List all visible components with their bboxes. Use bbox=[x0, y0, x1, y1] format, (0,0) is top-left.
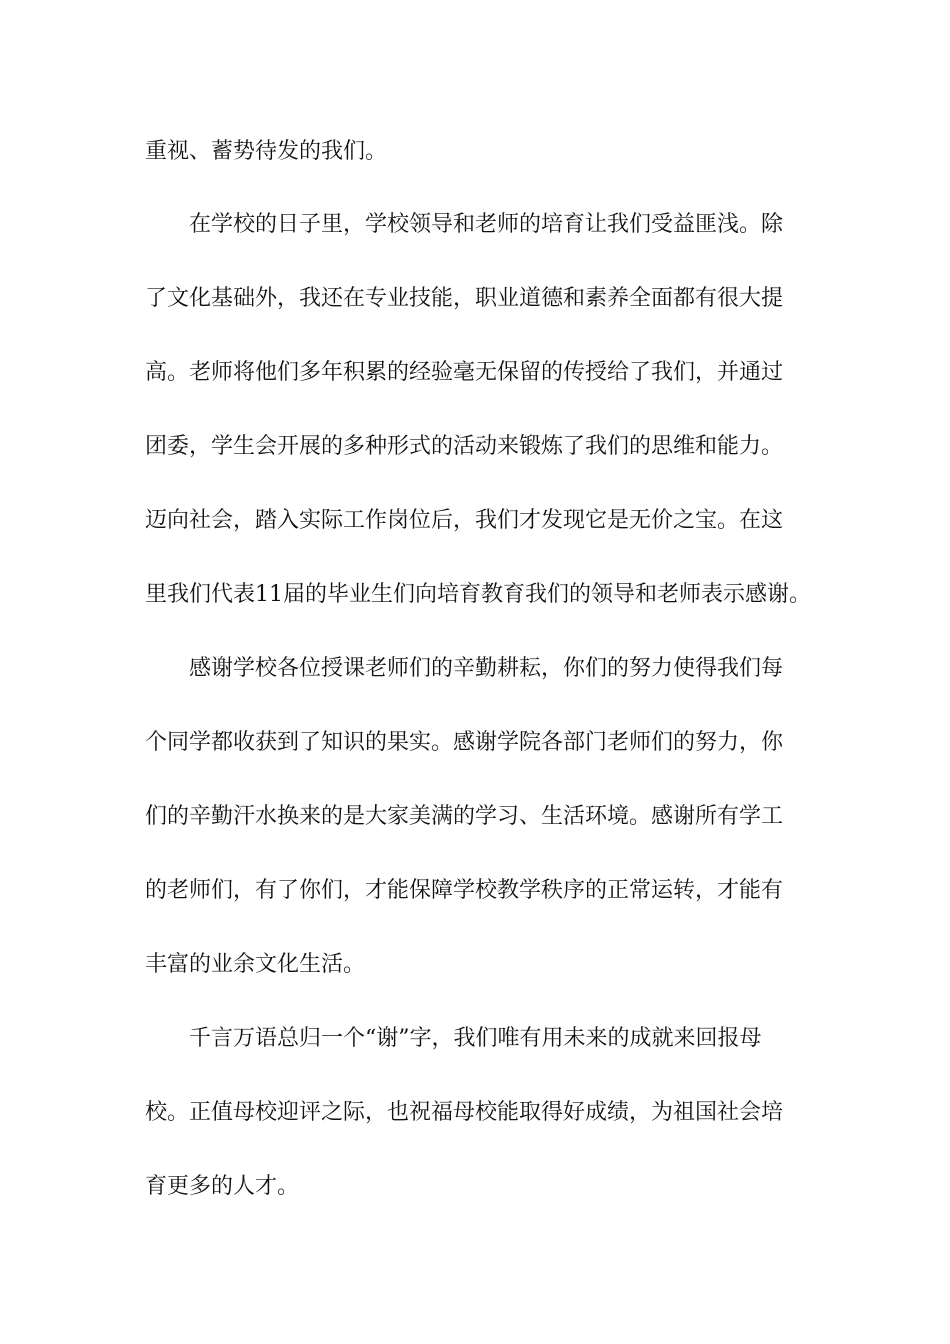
text-line: 高。老师将他们多年积累的经验毫无保留的传授给了我们，并通过 bbox=[145, 360, 784, 385]
text-line: 里我们代表11届的毕业生们向培育教育我们的领导和老师表示感谢。 bbox=[145, 582, 811, 607]
paragraph-start-line: 在学校的日子里，学校领导和老师的培育让我们受益匪浅。除 bbox=[189, 212, 784, 237]
text-line: 了文化基础外，我还在专业技能，职业道德和素养全面都有很大提 bbox=[145, 286, 784, 311]
paragraph-start-line: 千言万语总归一个“谢”字，我们唯有用未来的成就来回报母 bbox=[189, 1026, 762, 1051]
text-line: 重视、蓄势待发的我们。 bbox=[145, 139, 388, 164]
text-line: 的老师们，有了你们，才能保障学校教学秩序的正常运转，才能有 bbox=[145, 878, 784, 903]
text-line: 校。正值母校迎评之际，也祝福母校能取得好成绩，为祖国社会培 bbox=[145, 1100, 784, 1125]
paragraph-start-line: 感谢学校各位授课老师们的辛勤耕耘，你们的努力使得我们每 bbox=[189, 656, 784, 681]
text-line: 们的辛勤汗水换来的是大家美满的学习、生活环境。感谢所有学工 bbox=[145, 804, 784, 829]
text-line: 育更多的人才。 bbox=[145, 1174, 300, 1199]
text-line: 团委，学生会开展的多种形式的活动来锻炼了我们的思维和能力。 bbox=[145, 434, 784, 459]
text-line: 迈向社会，踏入实际工作岗位后，我们才发现它是无价之宝。在这 bbox=[145, 508, 784, 533]
text-line: 个同学都收获到了知识的果实。感谢学院各部门老师们的努力，你 bbox=[145, 730, 784, 755]
text-line: 丰富的业余文化生活。 bbox=[145, 952, 366, 977]
